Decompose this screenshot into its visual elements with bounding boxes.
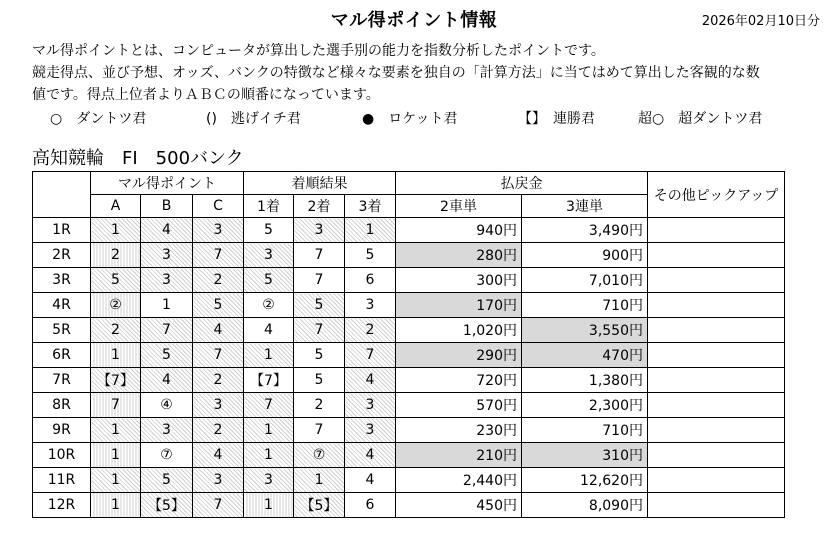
result-1st-cell: 1 bbox=[244, 418, 294, 443]
point-b-cell: 3 bbox=[141, 243, 193, 268]
table-row bbox=[33, 243, 785, 268]
race-cell: 4R bbox=[33, 293, 91, 318]
result-2nd-cell: 5 bbox=[294, 368, 345, 393]
other-pickup-cell bbox=[648, 443, 785, 468]
race-cell: 3R bbox=[33, 268, 91, 293]
legend-item-dantotsu: ○ ダントツ君 bbox=[50, 111, 147, 127]
header-c: C bbox=[193, 195, 244, 218]
point-a-cell: 1 bbox=[91, 343, 141, 368]
exacta-payout-cell: 230円 bbox=[396, 418, 522, 443]
race-cell: 9R bbox=[33, 418, 91, 443]
race-cell: 11R bbox=[33, 468, 91, 493]
race-cell: 2R bbox=[33, 243, 91, 268]
description-line: 値です。得点上位者よりＡＢＣの順番になっています。 bbox=[32, 87, 380, 103]
exacta-payout-cell: 720円 bbox=[396, 368, 522, 393]
trifecta-payout-cell: 7,010円 bbox=[522, 268, 648, 293]
race-cell: 7R bbox=[33, 368, 91, 393]
result-1st-cell: 3 bbox=[244, 468, 294, 493]
point-c-cell: 2 bbox=[193, 268, 244, 293]
exacta-payout-cell: 300円 bbox=[396, 268, 522, 293]
point-c-cell: 3 bbox=[193, 393, 244, 418]
header-1st: 1着 bbox=[244, 195, 294, 218]
result-2nd-cell: 7 bbox=[294, 268, 345, 293]
result-1st-cell: 5 bbox=[244, 268, 294, 293]
point-a-cell: 2 bbox=[91, 318, 141, 343]
report-date: 2026年02月10日分 bbox=[701, 14, 820, 29]
result-3rd-cell: 3 bbox=[345, 393, 396, 418]
race-cell: 1R bbox=[33, 218, 91, 243]
table-row bbox=[33, 293, 785, 318]
result-3rd-cell: 4 bbox=[345, 468, 396, 493]
other-pickup-cell bbox=[648, 218, 785, 243]
result-1st-cell: ② bbox=[244, 293, 294, 318]
trifecta-payout-cell: 2,300円 bbox=[522, 393, 648, 418]
legend-item-rensho: 【】 連勝君 bbox=[518, 111, 595, 127]
result-3rd-cell: 6 bbox=[345, 493, 396, 518]
race-cell: 6R bbox=[33, 343, 91, 368]
result-2nd-cell: 5 bbox=[294, 343, 345, 368]
table-row bbox=[33, 468, 785, 493]
header-results: 着順結果 bbox=[244, 172, 396, 195]
result-3rd-cell: 4 bbox=[345, 368, 396, 393]
result-3rd-cell: 7 bbox=[345, 343, 396, 368]
other-pickup-cell bbox=[648, 418, 785, 443]
exacta-payout-cell: 570円 bbox=[396, 393, 522, 418]
result-2nd-cell: 2 bbox=[294, 393, 345, 418]
result-2nd-cell: 3 bbox=[294, 218, 345, 243]
exacta-payout-cell: 450円 bbox=[396, 493, 522, 518]
result-3rd-cell: 3 bbox=[345, 418, 396, 443]
trifecta-payout-cell: 710円 bbox=[522, 293, 648, 318]
other-pickup-cell bbox=[648, 343, 785, 368]
point-c-cell: 7 bbox=[193, 343, 244, 368]
table-row bbox=[33, 343, 785, 368]
result-3rd-cell: 1 bbox=[345, 218, 396, 243]
header-other: その他ピックアップ bbox=[648, 172, 785, 218]
legend-item-rocket: ● ロケット君 bbox=[362, 111, 458, 127]
other-pickup-cell bbox=[648, 243, 785, 268]
point-c-cell: 4 bbox=[193, 443, 244, 468]
point-a-cell: ② bbox=[91, 293, 141, 318]
point-c-cell: 3 bbox=[193, 218, 244, 243]
exacta-payout-cell: 290円 bbox=[396, 343, 522, 368]
trifecta-payout-cell: 470円 bbox=[522, 343, 648, 368]
point-c-cell: 5 bbox=[193, 293, 244, 318]
table-row bbox=[33, 418, 785, 443]
other-pickup-cell bbox=[648, 368, 785, 393]
trifecta-payout-cell: 12,620円 bbox=[522, 468, 648, 493]
exacta-payout-cell: 1,020円 bbox=[396, 318, 522, 343]
results-table bbox=[32, 171, 785, 518]
point-a-cell: 1 bbox=[91, 418, 141, 443]
point-b-cell: 7 bbox=[141, 318, 193, 343]
venue-title: 高知競輪 FI 500バンク bbox=[32, 148, 244, 169]
result-3rd-cell: 5 bbox=[345, 243, 396, 268]
race-cell: 12R bbox=[33, 493, 91, 518]
exacta-payout-cell: 170円 bbox=[396, 293, 522, 318]
point-b-cell: 3 bbox=[141, 268, 193, 293]
corner-cell bbox=[33, 195, 91, 218]
header-payout: 払戻金 bbox=[396, 172, 648, 195]
header-exacta: 2車単 bbox=[396, 195, 522, 218]
trifecta-payout-cell: 8,090円 bbox=[522, 493, 648, 518]
point-b-cell: 5 bbox=[141, 343, 193, 368]
header-a: A bbox=[91, 195, 141, 218]
result-1st-cell: 1 bbox=[244, 443, 294, 468]
point-c-cell: 3 bbox=[193, 468, 244, 493]
page-title: マル得ポイント情報 bbox=[330, 10, 498, 31]
exacta-payout-cell: 940円 bbox=[396, 218, 522, 243]
point-c-cell: 7 bbox=[193, 243, 244, 268]
trifecta-payout-cell: 900円 bbox=[522, 243, 648, 268]
table-row bbox=[33, 443, 785, 468]
description-line: マル得ポイントとは、コンピュータが算出した選手別の能力を指数分析したポイントです。 bbox=[32, 43, 605, 59]
trifecta-payout-cell: 1,380円 bbox=[522, 368, 648, 393]
point-a-cell: 1 bbox=[91, 443, 141, 468]
point-b-cell: ④ bbox=[141, 393, 193, 418]
result-2nd-cell: 7 bbox=[294, 418, 345, 443]
point-a-cell: 1 bbox=[91, 493, 141, 518]
point-a-cell: 5 bbox=[91, 268, 141, 293]
point-a-cell: 1 bbox=[91, 468, 141, 493]
header-trifecta: 3連単 bbox=[522, 195, 648, 218]
other-pickup-cell bbox=[648, 318, 785, 343]
trifecta-payout-cell: 710円 bbox=[522, 418, 648, 443]
result-2nd-cell: 【5】 bbox=[294, 493, 345, 518]
point-c-cell: 4 bbox=[193, 318, 244, 343]
result-2nd-cell: 1 bbox=[294, 468, 345, 493]
result-1st-cell: 7 bbox=[244, 393, 294, 418]
point-b-cell: 1 bbox=[141, 293, 193, 318]
result-3rd-cell: 2 bbox=[345, 318, 396, 343]
race-cell: 5R bbox=[33, 318, 91, 343]
point-c-cell: 2 bbox=[193, 418, 244, 443]
trifecta-payout-cell: 310円 bbox=[522, 443, 648, 468]
point-b-cell: ⑦ bbox=[141, 443, 193, 468]
point-b-cell: 3 bbox=[141, 418, 193, 443]
point-c-cell: 7 bbox=[193, 493, 244, 518]
result-1st-cell: 5 bbox=[244, 218, 294, 243]
corner-cell bbox=[33, 172, 91, 195]
result-1st-cell: 1 bbox=[244, 343, 294, 368]
legend-item-super-dantotsu: 超○ 超ダントツ君 bbox=[638, 111, 763, 127]
result-1st-cell: 1 bbox=[244, 493, 294, 518]
point-a-cell: 7 bbox=[91, 393, 141, 418]
other-pickup-cell bbox=[648, 268, 785, 293]
table-row bbox=[33, 218, 785, 243]
result-2nd-cell: ⑦ bbox=[294, 443, 345, 468]
other-pickup-cell bbox=[648, 493, 785, 518]
header-3rd: 3着 bbox=[345, 195, 396, 218]
result-2nd-cell: 5 bbox=[294, 293, 345, 318]
table-row bbox=[33, 368, 785, 393]
point-b-cell: 5 bbox=[141, 468, 193, 493]
result-2nd-cell: 7 bbox=[294, 243, 345, 268]
table-row bbox=[33, 393, 785, 418]
point-a-cell: 2 bbox=[91, 243, 141, 268]
exacta-payout-cell: 210円 bbox=[396, 443, 522, 468]
header-points: マル得ポイント bbox=[91, 172, 244, 195]
other-pickup-cell bbox=[648, 393, 785, 418]
trifecta-payout-cell: 3,490円 bbox=[522, 218, 648, 243]
other-pickup-cell bbox=[648, 293, 785, 318]
result-3rd-cell: 4 bbox=[345, 443, 396, 468]
point-b-cell: 4 bbox=[141, 368, 193, 393]
result-2nd-cell: 7 bbox=[294, 318, 345, 343]
point-b-cell: 4 bbox=[141, 218, 193, 243]
table-row bbox=[33, 493, 785, 518]
result-3rd-cell: 3 bbox=[345, 293, 396, 318]
point-b-cell: 【5】 bbox=[141, 493, 193, 518]
result-1st-cell: 3 bbox=[244, 243, 294, 268]
result-3rd-cell: 6 bbox=[345, 268, 396, 293]
race-cell: 10R bbox=[33, 443, 91, 468]
other-pickup-cell bbox=[648, 468, 785, 493]
description bbox=[32, 40, 822, 106]
result-1st-cell: 4 bbox=[244, 318, 294, 343]
exacta-payout-cell: 2,440円 bbox=[396, 468, 522, 493]
exacta-payout-cell: 280円 bbox=[396, 243, 522, 268]
trifecta-payout-cell: 3,550円 bbox=[522, 318, 648, 343]
point-a-cell: 【7】 bbox=[91, 368, 141, 393]
legend-item-nige: () 逃げイチ君 bbox=[206, 111, 301, 127]
result-1st-cell: 【7】 bbox=[244, 368, 294, 393]
header-b: B bbox=[141, 195, 193, 218]
table-row bbox=[33, 268, 785, 293]
header-2nd: 2着 bbox=[294, 195, 345, 218]
race-cell: 8R bbox=[33, 393, 91, 418]
table-row bbox=[33, 318, 785, 343]
point-a-cell: 1 bbox=[91, 218, 141, 243]
point-c-cell: 2 bbox=[193, 368, 244, 393]
description-line: 競走得点、並び予想、オッズ、バンクの特徴など様々な要素を独自の「計算方法」に当てはめて算出した客観的な数 bbox=[32, 65, 760, 81]
